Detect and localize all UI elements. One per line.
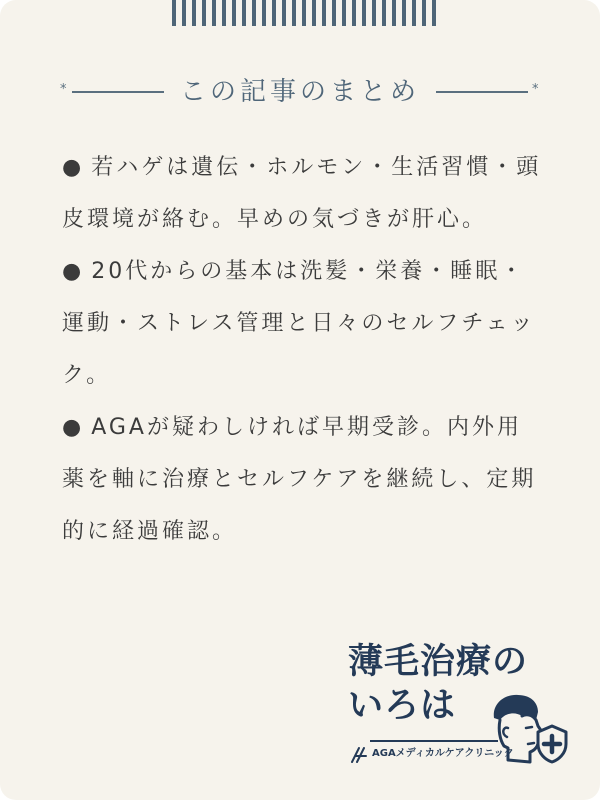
decorative-stripes (172, 0, 438, 26)
heading-line-left (72, 91, 164, 93)
summary-item-text: 若ハゲは遺伝・ホルモン・生活習慣・頭皮環境が絡む。早めの気づきが肝心。 (62, 155, 542, 232)
heading-title: この記事のまとめ (179, 77, 420, 107)
logo-title-line2: いろは (348, 686, 457, 726)
summary-item (62, 142, 544, 246)
heading-dot-right: * (532, 82, 539, 97)
heading-dot-left: * (60, 82, 67, 97)
logo-rule (370, 740, 498, 742)
clinic-mark-icon (350, 746, 372, 764)
summary-item (62, 402, 544, 558)
summary-item-text: AGAが疑わしければ早期受診。内外用薬を軸に治療とセルフケアを継続し、定期的に経過確認。 (62, 415, 537, 544)
summary-item (62, 246, 544, 402)
bullet-icon: ● (62, 155, 92, 180)
bullet-icon: ● (62, 259, 92, 284)
summary-list (62, 142, 544, 558)
logo-title-line1: 薄毛治療の (348, 642, 529, 682)
bullet-icon: ● (62, 415, 92, 440)
summary-item-text: 20代からの基本は洗髪・栄養・睡眠・運動・ストレス管理と日々のセルフチェック。 (62, 259, 536, 388)
logo-subtitle: AGAメディカルケアクリニック (372, 748, 514, 759)
heading-line-right (436, 91, 528, 93)
site-logo (348, 640, 580, 770)
section-heading (60, 70, 540, 114)
